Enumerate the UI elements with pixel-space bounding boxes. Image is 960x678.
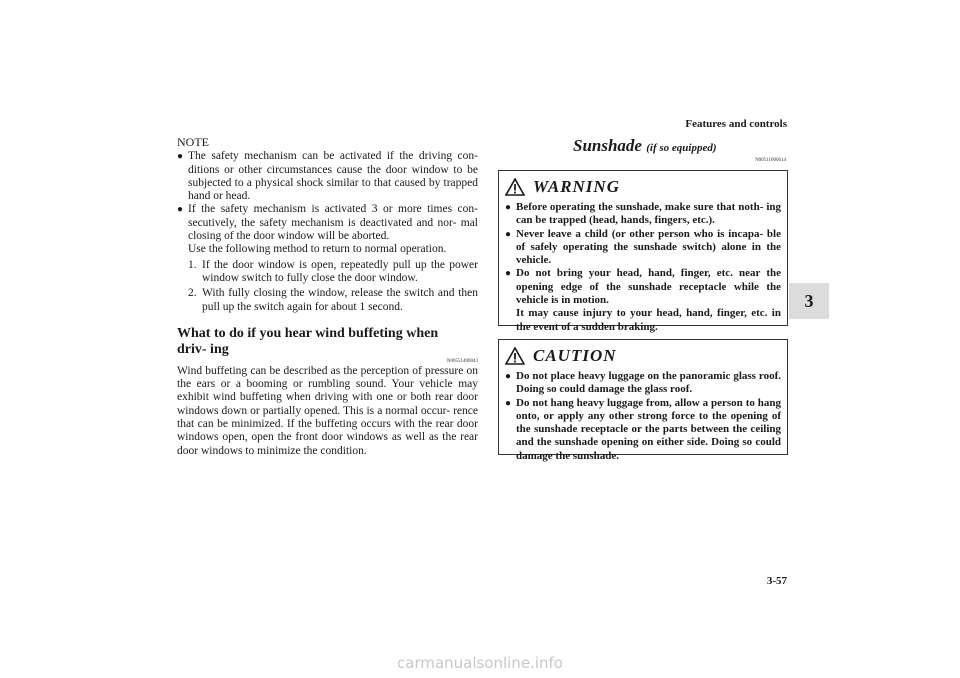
step-item	[177, 287, 478, 314]
bullet-icon: ●	[505, 202, 512, 213]
warning-bullet-text: Never leave a child (or other person who is incapa- ble of safely operating the sunshade switch) alone in the vehicle.	[516, 227, 781, 267]
caution-bullet-text: Do not place heavy luggage on the panoramic glass roof. Doing so could damage the glass roof.	[516, 370, 781, 396]
page-number: 3-57	[766, 575, 787, 587]
warning-extra-text: It may cause injury to your head, hand, finger, etc. in the event of a sudden braking.	[516, 307, 781, 333]
note-bullet-text: The safety mechanism can be activated if the driving con- ditions or other circumstances cause the door window to be subjected to a physical shock similar to that caused by trapped hand or head.	[188, 150, 478, 203]
bullet-icon: ●	[177, 151, 184, 163]
step-item	[177, 259, 478, 286]
caution-bullet-text: Do not hang heavy luggage from, allow a person to hang onto, or apply any other strong force to the opening of the sunshade receptacle or the parts between the ceiling and the sunshade opening on either side. Doing so could damage the sunshade.	[516, 396, 781, 462]
bullet-icon: ●	[505, 397, 512, 409]
warning-header	[505, 175, 781, 199]
bullet-icon: ●	[505, 268, 512, 280]
note-label: NOTE	[177, 135, 209, 149]
bullet-icon: ●	[505, 228, 512, 240]
warning-bullet-text: Do not bring your head, hand, finger, etc. near the opening edge of the sunshade receptacle while the vehicle is in motion.	[516, 267, 781, 307]
warning-bullet-text	[516, 267, 781, 333]
warning-bullet-text: Before operating the sunshade, make sure that noth- ing can be trapped (head, hands, fingers, etc.).	[516, 201, 781, 227]
left-column	[177, 136, 478, 458]
note-bullet-text	[188, 203, 478, 256]
step-number: 2.	[188, 287, 197, 300]
warning-label: WARNING	[533, 177, 620, 197]
warning-triangle-icon	[505, 347, 525, 365]
watermark: carmanualsonline.info	[397, 654, 563, 672]
warning-triangle-icon	[505, 178, 525, 196]
step-text: If the door window is open, repeatedly pull up the power window switch to fully close the door window.	[202, 258, 478, 284]
step-text: With fully closing the window, release the switch and then pull up the switch again for about 1 second.	[202, 287, 478, 313]
sunshade-title-suffix: (if so equipped)	[646, 142, 717, 154]
section-title: What to do if you hear wind buffeting when driv- ing	[177, 325, 439, 357]
note-sub-text: Use the following method to return to normal operation.	[188, 243, 447, 256]
note-bullet	[177, 150, 478, 203]
warning-bullet	[505, 201, 781, 228]
step-number: 1.	[188, 258, 197, 271]
sunshade-title-text: Sunshade	[573, 136, 642, 155]
bullet-icon: ●	[505, 371, 512, 382]
caution-header	[505, 344, 781, 368]
bullet-icon: ●	[177, 204, 184, 216]
warning-bullet	[505, 267, 781, 333]
warning-box	[498, 170, 788, 333]
caution-box	[498, 339, 788, 462]
chapter-tab: 3	[789, 283, 829, 319]
caution-bullet	[505, 370, 781, 397]
caution-bullet	[505, 397, 781, 463]
caution-label: CAUTION	[533, 346, 617, 366]
note-bullet-text: If the safety mechanism is activated 3 or more times con- secutively, the safety mechanism is deactivated and nor- mal closing of the door window will be aborted.	[188, 203, 478, 243]
warning-bullet	[505, 228, 781, 268]
section-paragraph: Wind buffeting can be described as the perception of pressure on the ears or a booming or rumbling sound. Your vehicle may exhibit wind buffeting when driving with one or both rear door windows down or partially opened. This is a normal occur- rence that can be minimized. If the buffeting occurs with the rear door windows open, open the front door windows as well as the rear door windows to minimize the condition.	[177, 364, 478, 457]
note-bullet	[177, 203, 478, 256]
header-title: Features and controls	[685, 118, 787, 130]
sunshade-title	[573, 136, 717, 156]
sunshade-code: N00511000614	[755, 158, 786, 163]
section-code: N00551400043	[446, 358, 478, 364]
